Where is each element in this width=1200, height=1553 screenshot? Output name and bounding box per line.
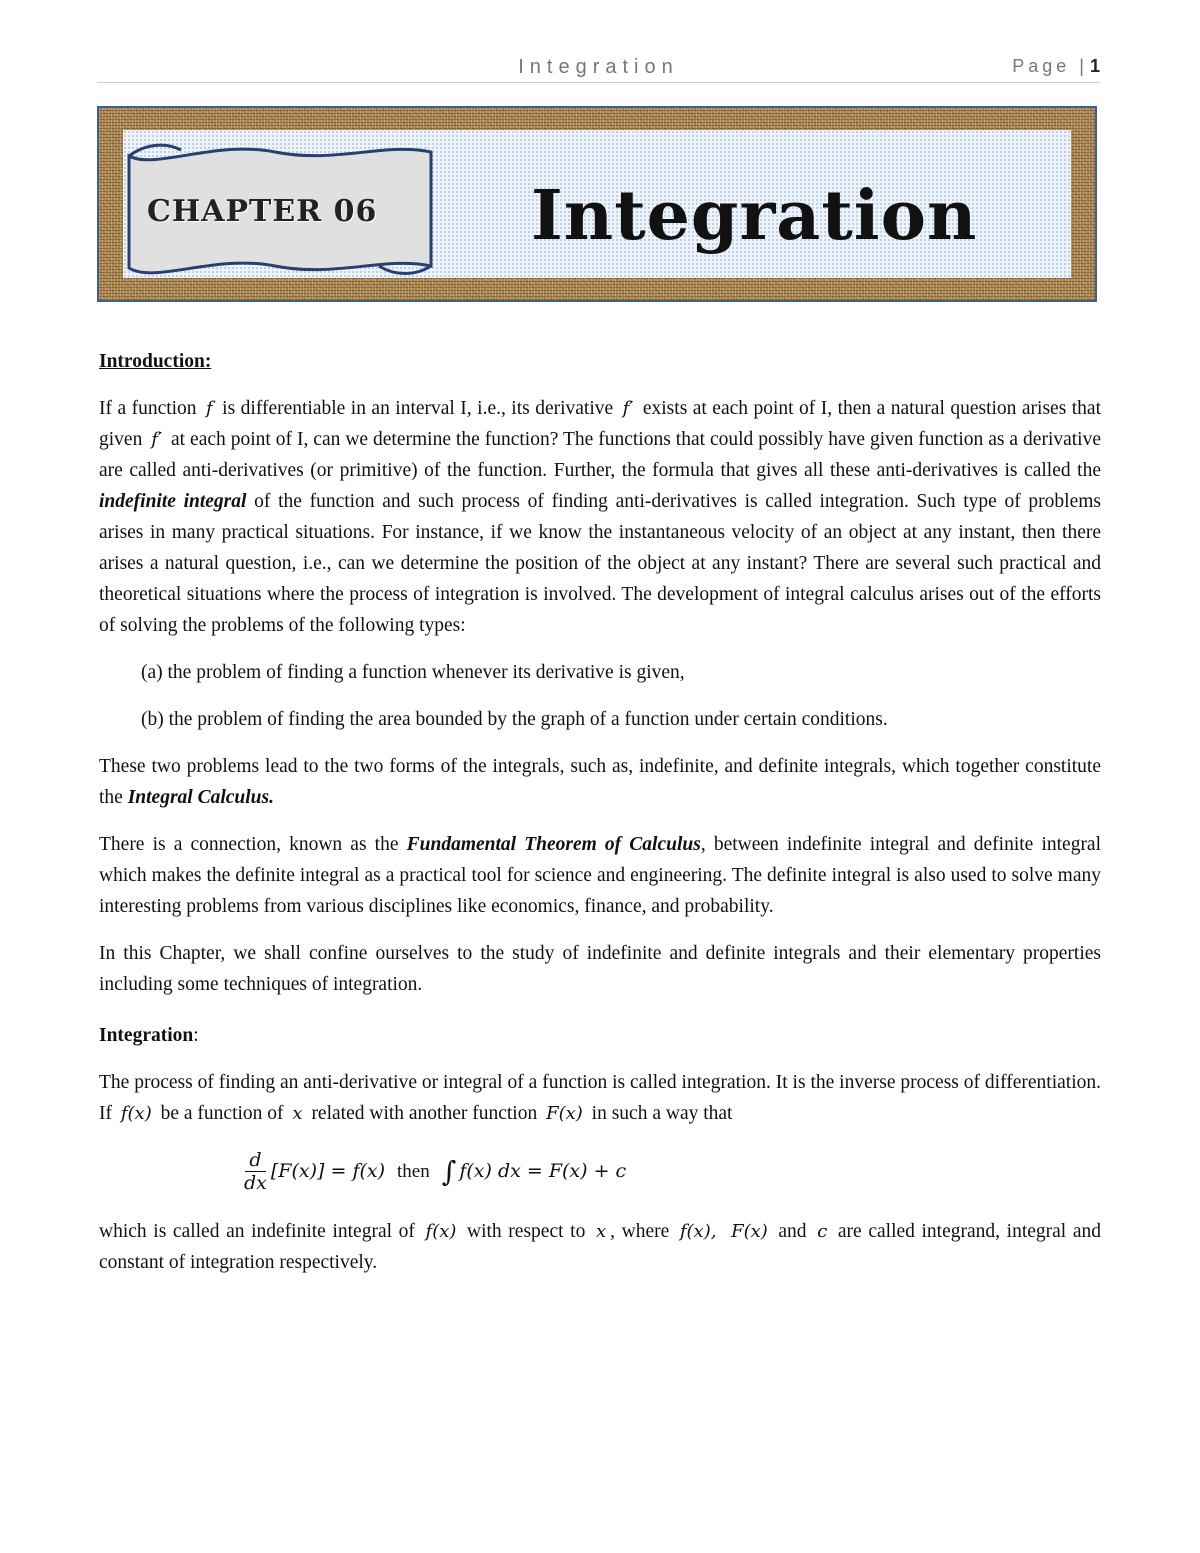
text-span: exists at each point of I, then a natural question arises that given [99, 398, 1101, 450]
document-body [99, 346, 1101, 1294]
chapter-label: CHAPTER 06 [147, 194, 378, 229]
math-F-of-x: F(x) [731, 1221, 768, 1242]
intro-paragraph [99, 393, 1101, 641]
chapter-banner [97, 106, 1097, 302]
math-c: c [817, 1221, 828, 1242]
math-x: x [292, 1103, 303, 1124]
text-span: These two problems lead to the two forms of the integrals, such as, indefinite, and definite integrals, which together constitute the [99, 756, 1101, 808]
header-page-number [1012, 56, 1100, 77]
chapter-title: Integration [531, 176, 978, 256]
math-f-prime: f′ [622, 398, 634, 419]
text-span: with respect to [467, 1221, 586, 1242]
integral-formula [244, 1149, 1101, 1194]
math-f-of-x: f(x) [425, 1221, 457, 1242]
text-span: , where [610, 1221, 670, 1242]
list-item-a: (a) the problem of finding a function whenever its derivative is given, [141, 662, 685, 683]
formula-lhs: [F(x)] = f(x) [270, 1160, 386, 1182]
paragraph-two-forms [99, 751, 1101, 813]
integration-heading [99, 1020, 1101, 1051]
introduction-heading: Introduction: [99, 351, 212, 372]
integral-sign-icon: ∫ [441, 1155, 457, 1188]
emphasis-fundamental-theorem: Fundamental Theorem of Calculus [406, 834, 701, 855]
text-span: , between indefinite integral and definite integral which makes the definite integral as a practical tool for science and engineering. The definite integral is also used to solve many interesting problems from various disciplines like economics, finance, and probability. [99, 834, 1102, 917]
text-span: If a function [99, 398, 197, 419]
paragraph-chapter-scope: In this Chapter, we shall confine ourselves to the study of indefinite and definite integrals and their elementary properties including some techniques of integration. [99, 943, 1101, 995]
header-page-label: Page | [1012, 56, 1088, 76]
integration-heading-text: Integration [99, 1025, 194, 1046]
integration-definition-paragraph [99, 1067, 1101, 1129]
text-span: at each point of I, can we determine the function? The functions that could possibly have given function as a derivative are called anti-derivatives (or primitive) of the function. Further, the formula that gives all these anti-derivatives is called the [99, 429, 1102, 481]
math-f: f [206, 398, 213, 419]
math-F-of-x: F(x) [546, 1103, 583, 1124]
math-x: x [595, 1221, 607, 1242]
text-span: be a function of [160, 1103, 284, 1124]
formula-rhs: f(x) dx = F(x) + c [459, 1160, 627, 1182]
text-span: of the function and such process of finding anti-derivatives is called integration. Such type of problems arises in many practical situations. For instance, if we know the instantaneous velocity of an object at any instant, then there arises a natural question, i.e., can we determine the position of the object at any instant? There are several such practical and theoretical situations where the process of integration is involved. The development of integral calculus arises out of the efforts of solving the problems of the following types: [99, 491, 1101, 636]
math-f-of-x: f(x) [120, 1103, 152, 1124]
text-span: which is called an indefinite integral of [99, 1221, 415, 1242]
page-header [97, 54, 1100, 83]
text-span: There is a connection, known as the [99, 834, 399, 855]
text-span: related with another function [311, 1103, 538, 1124]
fraction-numerator: d [245, 1149, 265, 1172]
emphasis-integral-calculus: Integral Calculus. [127, 787, 274, 808]
page-number: 1 [1089, 56, 1100, 76]
derivative-fraction [244, 1149, 267, 1194]
math-f-of-x: f(x), [679, 1221, 717, 1242]
fraction-denominator: dx [244, 1172, 267, 1194]
heading-colon: : [193, 1025, 199, 1046]
text-span: The process of finding an anti-derivative or integral of a function is called integration. It is the inverse process of differentiation. If [99, 1072, 1101, 1124]
text-span: in such a way that [591, 1103, 733, 1124]
text-span: are called integrand, integral and constant of integration respectively. [99, 1221, 1101, 1273]
formula-then: then [397, 1161, 430, 1182]
header-title: Integration [518, 56, 679, 78]
text-span: and [778, 1221, 807, 1242]
paragraph-fundamental-theorem [99, 829, 1101, 922]
text-span: is differentiable in an interval I, i.e., its derivative [222, 398, 614, 419]
emphasis-indefinite-integral: indefinite integral [99, 491, 247, 512]
integration-terms-paragraph [99, 1216, 1101, 1278]
list-item-b: (b) the problem of finding the area bounded by the graph of a function under certain conditions. [141, 709, 888, 730]
math-f-prime: f′ [151, 429, 163, 450]
